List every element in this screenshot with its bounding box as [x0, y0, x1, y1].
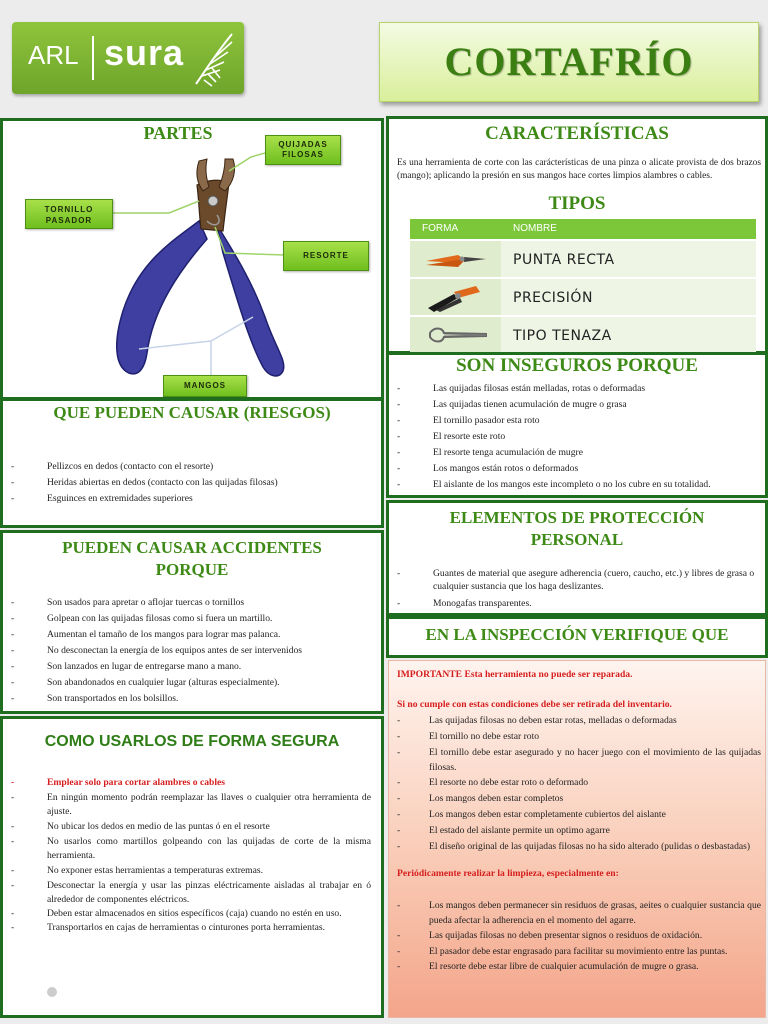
list-item: - El tornillo debe estar asegurado y no hacer juego con el movimiento de las quijadas filosas. — [389, 745, 761, 775]
accidentes-heading — [3, 537, 381, 581]
tipos-heading: TIPOS — [548, 193, 606, 214]
list-item: - Heridas abiertas en dedos (contacto con las quijadas filosas) — [3, 475, 381, 491]
list-item: - Esguinces en extremidades superiores — [3, 491, 381, 507]
partes-heading: PARTES — [143, 123, 213, 143]
inspeccion-heading: EN LA INSPECCIÓN VERIFIQUE QUE — [425, 625, 729, 644]
riesgos-panel — [0, 398, 384, 528]
important-note: IMPORTANTE Esta herramienta no puede ser reparada. — [397, 669, 633, 680]
tornillo-label-line2: PASADOR — [45, 216, 93, 225]
list-item: - No exponer estas herramientas a temperaturas extremas. — [3, 863, 371, 879]
list-item: - El tornillo pasador esta roto — [389, 413, 765, 429]
list-item: - Son usados para apretar o aflojar tuercas o tornillos — [3, 595, 381, 611]
page-title: CORTAFRÍO — [444, 39, 694, 84]
inspeccion-heading-panel — [386, 616, 768, 658]
list-item: - No ubicar los dedos en medio de las puntas ó en el resorte — [3, 819, 371, 835]
orange-pliers-icon — [410, 241, 501, 277]
partes-panel — [0, 118, 384, 400]
list-item: - Las quijadas filosas no deben estar rotas, melladas o deformadas — [389, 713, 761, 729]
list-item: - Monogafas transparentes. — [389, 597, 757, 610]
logo-feather-icon — [192, 30, 238, 88]
tipos-row — [410, 239, 756, 277]
mangos-label — [163, 375, 247, 397]
epp-list — [389, 567, 757, 610]
list-item: - El resorte debe estar libre de cualquier acumulación de mugre o grasa. — [389, 959, 761, 975]
inspeccion-panel — [388, 660, 766, 1018]
condition-note: Si no cumple con estas condiciones debe ser retirada del inventario. — [397, 699, 672, 710]
tipos-row — [410, 277, 756, 315]
decorative-dot — [47, 987, 57, 997]
accidentes-heading-line2: PORQUE — [155, 560, 229, 579]
tornillo-label-line1: TORNILLO — [44, 205, 94, 214]
uso-seguro-panel — [0, 716, 384, 1018]
mangos-label-text: MANGOS — [184, 381, 226, 390]
list-item: - El resorte no debe estar roto o deformado — [389, 775, 761, 791]
uso-seguro-list — [3, 775, 371, 935]
resorte-label — [283, 241, 369, 271]
list-item: - El resorte este roto — [389, 429, 765, 445]
tipos-table-header — [410, 219, 756, 239]
list-item: - Golpean con las quijadas filosas como si fuera un martillo. — [3, 611, 381, 627]
list-item: - El aislante de los mangos este incompleto o no los cubre en su totalidad. — [389, 477, 765, 493]
quijadas-label-line2: FILOSAS — [282, 150, 324, 159]
riesgos-heading: QUE PUEDEN CAUSAR (RIESGOS) — [53, 403, 331, 422]
tipo-name: PRECISIÓN — [501, 279, 756, 315]
caracteristicas-text: Es una herramienta de corte con las carácterísticas de una pinza o alicate provista de dos brazos (mango); aplicando la presión en sus mangos hace cortes limpios alambres o cables. — [397, 158, 761, 181]
accidentes-heading-line1: PUEDEN CAUSAR ACCIDENTES — [62, 538, 322, 557]
list-item: - Los mangos están rotos o deformados — [389, 461, 765, 477]
list-item: - Pellizcos en dedos (contacto con el resorte) — [3, 459, 381, 475]
col-nombre: NOMBRE — [513, 223, 557, 234]
list-item: - Las quijadas filosas no deben presentar signos o residuos de oxidación. — [389, 928, 761, 944]
list-item: - El estado del aislante permite un optimo agarre — [389, 823, 761, 839]
list-item: - Desconectar la energía y usar las pinzas eléctricamente aisladas al trabajar en ó alrededor de componentes eléctricos. — [3, 879, 371, 907]
epp-heading — [389, 507, 765, 551]
list-item: - Son transportados en los bolsillos. — [3, 691, 381, 707]
quijadas-label-line1: QUIJADAS — [278, 140, 328, 149]
quijadas-filosas-label — [265, 135, 341, 165]
uso-seguro-heading: COMO USARLOS DE FORMA SEGURA — [44, 733, 340, 750]
accidentes-panel — [0, 530, 384, 714]
list-item: - Aumentan el tamaño de los mangos para lograr mas palanca. — [3, 627, 381, 643]
inseguros-heading: SON INSEGUROS PORQUE — [456, 355, 698, 376]
caracteristicas-heading: CARACTERÍSTICAS — [485, 123, 669, 144]
epp-heading-line2: PERSONAL — [530, 530, 624, 549]
list-item: - Transportarlos en cajas de herramientas o cinturones porta herramientas. — [3, 921, 371, 935]
tipo-name: TIPO TENAZA — [501, 317, 756, 353]
list-item: - El resorte tenga acumulación de mugre — [389, 445, 765, 461]
epp-heading-line1: ELEMENTOS DE PROTECCIÓN — [449, 508, 705, 527]
epp-panel — [386, 500, 768, 616]
logo-arl-text: ARL — [28, 40, 79, 70]
list-item: - Los mangos deben estar completamente cubiertos del aislante — [389, 807, 761, 823]
logo-sura-text: sura — [104, 32, 185, 73]
accidentes-list — [3, 595, 381, 707]
title-banner — [379, 22, 759, 102]
inseguros-panel — [386, 352, 768, 498]
black-orange-cutter-icon — [410, 279, 501, 315]
inseguros-list — [389, 381, 765, 493]
list-item: - Guantes de material que asegure adherencia (cuero, caucho, etc.) y libres de grasa o cualquier sustancia que los haga deslizantes. — [389, 567, 757, 597]
arl-sura-logo — [12, 22, 244, 94]
list-item: - El pasador debe estar engrasado para facilitar su movimiento entre las puntas. — [389, 944, 761, 959]
tipo-name: PUNTA RECTA — [501, 241, 756, 277]
list-item: - Son abandonados en cualquier lugar (alturas especialmente). — [3, 675, 381, 691]
col-forma: FORMA — [422, 223, 459, 234]
cleaning-list — [389, 898, 761, 975]
list-item: - No desconectan la energía de los equipos antes de ser intervenidos — [3, 643, 381, 659]
list-item: - Los mangos deben permanecer sin residuos de grasas, aeites o cualquier sustancia que pueda afectar la adherencia en el momento del agarre. — [389, 898, 761, 928]
list-item-highlight: - Emplear solo para cortar alambres o cables — [3, 775, 371, 791]
list-item: - Los mangos deben estar completos — [389, 791, 761, 807]
logo-divider — [92, 36, 94, 80]
tornillo-pasador-label — [25, 199, 113, 229]
list-item: - En ningún momento podrán reemplazar las llaves o cualquier otra herramienta de ajuste. — [3, 791, 371, 819]
list-item: - El tornillo no debe estar roto — [389, 729, 761, 745]
nippers-icon — [410, 317, 501, 353]
inspeccion-list — [389, 713, 761, 854]
list-item: - Las quijadas tienen acumulación de mugre o grasa — [389, 397, 765, 413]
riesgos-list — [3, 459, 381, 507]
tipos-row — [410, 315, 756, 353]
list-item: - Deben estar almacenados en sitios específicos (caja) cuando no estén en uso. — [3, 907, 371, 921]
list-item: - El diseño original de las quijadas filosas no ha sido alterado (pulidas o desbastadas) — [389, 839, 761, 854]
list-item: - Las quijadas filosas están melladas, rotas o deformadas — [389, 381, 765, 397]
resorte-label-text: RESORTE — [303, 251, 349, 260]
tipos-table — [410, 219, 756, 353]
list-item: - Son lanzados en lugar de entregarse mano a mano. — [3, 659, 381, 675]
list-item: - No usarlos como martillos golpeando con las quijadas de corte de la misma herramienta. — [3, 835, 371, 863]
cleaning-heading: Periódicamente realizar la limpieza, especialmente en: — [397, 868, 619, 879]
